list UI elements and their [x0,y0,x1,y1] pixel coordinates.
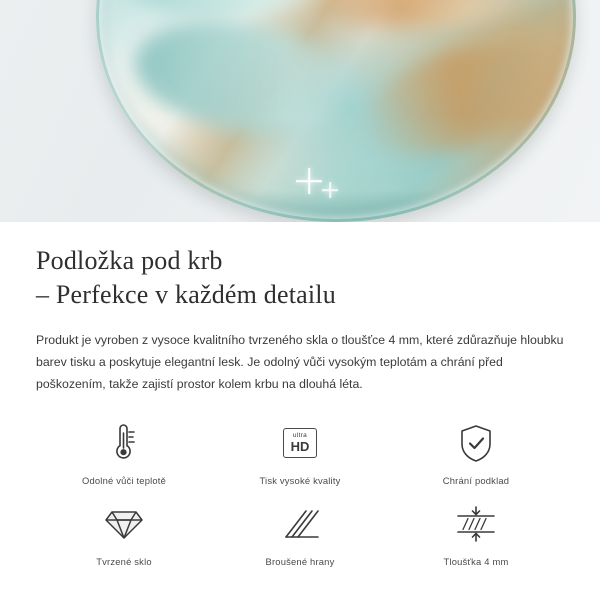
round-glass-plate [96,0,576,222]
feature-caption: Tvrzené sklo [96,556,152,567]
feature-grid [36,421,564,567]
diamond-icon [104,502,144,546]
feature-caption: Broušené hrany [265,556,335,567]
feature-caption: Tisk vysoké kvality [259,475,341,486]
feature-item-tempered-glass [36,502,212,567]
feature-caption: Chrání podklad [442,475,510,486]
page-title [36,244,564,312]
ultra-hd-badge-top: ultra [292,431,308,439]
ultra-hd-icon [283,421,317,465]
headline-line-1: Podložka pod krb [36,246,223,275]
feature-item-temperature [36,421,212,486]
feature-caption: Tloušťka 4 mm [443,556,509,567]
shield-check-icon [457,421,495,465]
polished-edges-icon [280,502,320,546]
thickness-icon [453,502,499,546]
feature-item-polished-edges [212,502,388,567]
feature-item-print-quality [212,421,388,486]
feature-caption: Odolné vůči teplotě [81,475,167,486]
thermometer-icon [104,421,144,465]
description-paragraph: Produkt je vyroben z vysoce kvalitního tvrzeného skla o tloušťce 4 mm, které zdůrazňuje hloubku barev tisku a poskytuje elegantní lesk. Je odolný vůči vysokým teplotám a chrání před poškozením, takže zajistí prostor kolem krbu na dlouhá léta. [36,333,564,391]
feature-item-surface-protection [388,421,564,486]
ultra-hd-badge-bottom: HD [290,439,310,455]
content-area [0,244,600,567]
hero-image [0,0,600,222]
headline-line-2: – Perfekce v každém detailu [36,280,336,309]
feature-item-thickness [388,502,564,567]
